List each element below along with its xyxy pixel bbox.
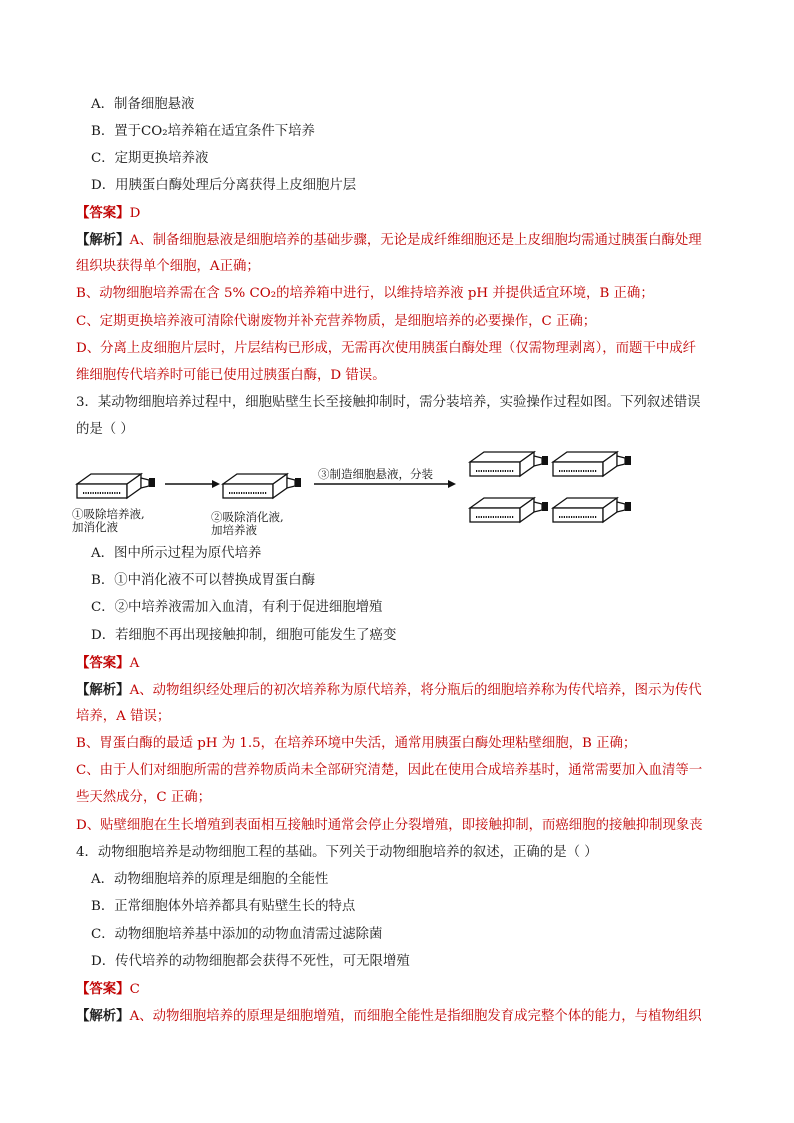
q2-analysis-line-6: 维细胞传代培养时可能已使用过胰蛋白酶，D 错误。 [76, 368, 386, 383]
q3-stem-line-1: 3．某动物细胞培养过程中，细胞贴壁生长至接触抑制时，需分装培养，实验操作过程如图。下列叙述错误 [76, 395, 701, 410]
flask-4 [553, 452, 631, 476]
q3-answer [76, 654, 139, 673]
q3-option-b: B．①中消化液不可以替换成胃蛋白酶 [91, 573, 316, 588]
q2-option-d: D．用胰蛋白酶处理后分离获得上皮细胞片层 [91, 178, 357, 193]
flask-3 [470, 452, 548, 476]
q4-option-c: C．动物细胞培养基中添加的动物血清需过滤除菌 [91, 927, 383, 942]
q3-analysis-line-6: D、贴壁细胞在生长增殖到表面相互接触时通常会停止分裂增殖，即接触抑制，而癌细胞的接触抑制现象丧 [76, 818, 703, 833]
answer-label: 【答案】 [76, 205, 130, 221]
q2-option-c: C．定期更换培养液 [91, 151, 209, 166]
q2-option-a: A．制备细胞悬液 [91, 97, 195, 112]
flask-2 [223, 474, 301, 498]
flask-6 [553, 498, 631, 522]
q3-analysis-line-4: C、由于人们对细胞所需的营养物质尚未全部研究清楚，因此在使用合成培养基时，通常需要加入血清等一 [76, 763, 703, 778]
q4-option-b: B．正常细胞体外培养都具有贴壁生长的特点 [91, 899, 356, 914]
q3-analysis-line-2: 培养，A 错误； [76, 709, 171, 724]
analysis-label: 【解析】 [76, 1008, 130, 1024]
analysis-text: A、动物组织经处理后的初次培养称为原代培养，将分瓶后的细胞培养称为传代培养，图示为传代 [129, 683, 702, 698]
q3-analysis-line-1 [76, 681, 702, 700]
q3-option-a: A．图中所示过程为原代培养 [91, 546, 262, 561]
fig-step1-label [72, 508, 145, 534]
answer-label: 【答案】 [76, 981, 130, 997]
fig-step1-line-2: 加消化液 [72, 520, 118, 534]
q2-option-b: B．置于CO₂培养箱在适宜条件下培养 [91, 124, 315, 139]
q4-analysis-line-1 [76, 1007, 718, 1026]
q3-analysis-line-3: B、胃蛋白酶的最适 pH 为 1.5，在培养环境中失活，通常用胰蛋白酶处理粘壁细胞，B 正确； [76, 736, 637, 751]
q4-option-d: D．传代培养的动物细胞都会获得不死性，可无限增殖 [91, 954, 410, 969]
q4-answer [76, 980, 140, 999]
fig-step3-label: ③制造细胞悬液，分装 [318, 467, 433, 481]
q3-option-c: C．②中培养液需加入血清，有利于促进细胞增殖 [91, 600, 383, 615]
answer-value: A [129, 656, 140, 671]
fig-step1-line-1: ①吸除培养液, [72, 507, 145, 521]
analysis-text: A、制备细胞悬液是细胞培养的基础步骤，无论是成纤维细胞还是上皮细胞均需通过胰蛋白酶处理 [129, 233, 702, 248]
fig-step2-line-1: ②吸除消化液, [211, 510, 284, 524]
flask-1 [77, 474, 155, 498]
fig-step2-line-2: 加培养液 [211, 523, 257, 537]
answer-value: C [129, 982, 140, 997]
q4-option-a: A．动物细胞培养的原理是细胞的全能性 [91, 872, 329, 887]
q2-analysis-line-4: C、定期更换培养液可清除代谢废物并补充营养物质，是细胞培养的必要操作，C 正确； [76, 314, 597, 329]
q3-option-d: D．若细胞不再出现接触抑制，细胞可能发生了癌变 [91, 628, 397, 643]
analysis-label: 【解析】 [76, 682, 130, 698]
q2-analysis-line-2: 组织块获得单个细胞，A正确； [76, 259, 260, 274]
q2-analysis-line-5: D、分离上皮细胞片层时，片层结构已形成，无需再次使用胰蛋白酶处理（仅需物理剥离），而题干中成纤 [76, 341, 697, 356]
answer-label: 【答案】 [76, 655, 130, 671]
flask-5 [470, 498, 548, 522]
q2-analysis-line-3: B、动物细胞培养需在含 5% CO₂的培养箱中进行，以维持培养液 pH 并提供适宜环境，B 正确； [76, 286, 654, 301]
answer-value: D [129, 206, 141, 221]
q3-stem-line-2: 的是（ ） [76, 422, 134, 437]
q3-analysis-line-5: 些天然成分，C 正确； [76, 790, 212, 805]
q4-stem: 4．动物细胞培养是动物细胞工程的基础。下列关于动物细胞培养的叙述，正确的是（ ） [76, 845, 598, 860]
analysis-text: A、动物细胞培养的原理是细胞增殖，而细胞全能性是指细胞发育成完整个体的能力，与植物组织 [129, 1009, 702, 1024]
analysis-label: 【解析】 [76, 232, 130, 248]
fig-step2-label [211, 511, 284, 537]
